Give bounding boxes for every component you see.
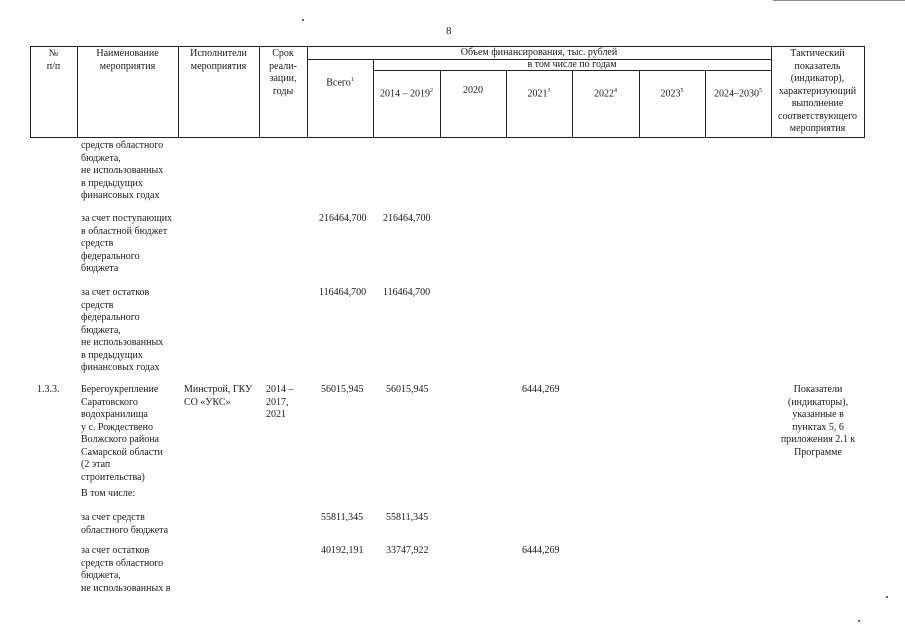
table-right-border — [864, 46, 865, 138]
row-4-total: 56015,945 — [321, 384, 364, 395]
scan-speck — [302, 19, 304, 21]
header-col-number: № п/п — [46, 48, 61, 72]
row-4-name: Берегоукрепление Саратовского водохранилища у с. Рождествено Волжского района Самарской области (2 этап строительства) — [81, 384, 163, 483]
header-year-4-label: 2022 — [594, 87, 614, 99]
row-7-name: за счет остатков средств областного бюджета, не использованных в — [81, 545, 171, 594]
header-col-term: Срок реали- зации, годы — [269, 48, 297, 97]
row-7-year-3: 6444,269 — [522, 545, 560, 556]
header-col-year-2 — [440, 72, 506, 97]
header-col-executors: Исполнители мероприятия — [190, 48, 247, 72]
row-4-year-1: 56015,945 — [386, 384, 429, 395]
scan-speck — [858, 620, 860, 622]
row-4-term: 2014 – 2017, 2021 — [266, 384, 294, 420]
row-6-name: за счет средств областного бюджета — [81, 512, 169, 536]
header-year-6-label: 2024–2030 — [714, 87, 759, 99]
header-year-6-footnote: 5 — [759, 87, 762, 94]
row-4-executors: Минстрой, ГКУ СО «УКС» — [184, 384, 253, 408]
header-year-5-label: 2023 — [660, 87, 681, 99]
top-right-rule — [773, 0, 905, 1]
header-year-2-label: 2020 — [463, 84, 483, 96]
col-divider-4 — [307, 46, 308, 138]
header-funding-title: Объем финансирования, тыс. рублей — [460, 47, 618, 58]
header-year-1-footnote: 2 — [430, 87, 433, 94]
row-6-total: 55811,345 — [321, 512, 364, 523]
row-2-name: за счет поступающих в областной бюджет средств федерального бюджета — [81, 213, 173, 274]
row-1-name: средств областного бюджета, не использованных в предыдущих финансовых годах — [81, 140, 164, 201]
header-year-1-label: 2014 – 2019 — [380, 87, 430, 99]
page-number: 8 — [446, 25, 452, 37]
header-by-years: в том числе по годам — [527, 59, 617, 70]
header-col-name: Наименование мероприятия — [96, 48, 159, 72]
header-col-year-5 — [639, 72, 705, 100]
header-total-footnote: 1 — [350, 76, 354, 83]
row-4-year-3: 6444,269 — [522, 384, 560, 395]
row-3-year-1: 116464,700 — [383, 287, 431, 298]
header-bottom-border — [30, 137, 864, 138]
row-2-year-1: 216464,700 — [383, 213, 431, 224]
header-col-year-3 — [506, 72, 572, 100]
scan-speck — [886, 596, 888, 598]
row-7-total: 40192,191 — [321, 545, 364, 556]
header-col-year-1 — [373, 72, 440, 100]
row-3-total: 116464,700 — [319, 287, 367, 298]
row-2-total: 216464,700 — [319, 213, 367, 224]
header-col-year-4 — [572, 72, 639, 100]
header-col-year-6 — [705, 72, 771, 100]
row-6-year-1: 55811,345 — [386, 512, 429, 523]
row-3-name: за счет остатков средств федерального бюджета, не использованных в предыдущих финансовых годах — [81, 287, 164, 373]
header-year-3-footnote: 3 — [547, 87, 551, 94]
header-year-3-label: 2021 — [527, 87, 548, 99]
row-5-name: В том числе: — [81, 488, 136, 499]
row-4-number: 1.3.3. — [37, 384, 60, 395]
header-total-label: Всего — [326, 76, 351, 88]
header-col-indicator: Тактический показатель (индикатор), характеризующий выполнение соответствующего мероприятия — [778, 48, 857, 134]
row-7-year-1: 33747,922 — [386, 545, 429, 556]
header-col-total — [307, 61, 373, 89]
header-year-5-footnote: 5 — [680, 87, 684, 94]
header-year-4-footnote: 4 — [614, 87, 617, 94]
row-4-indicator: Показатели (индикаторы), указанные в пунктах 5, 6 приложения 2.1 к Программе — [780, 384, 856, 458]
